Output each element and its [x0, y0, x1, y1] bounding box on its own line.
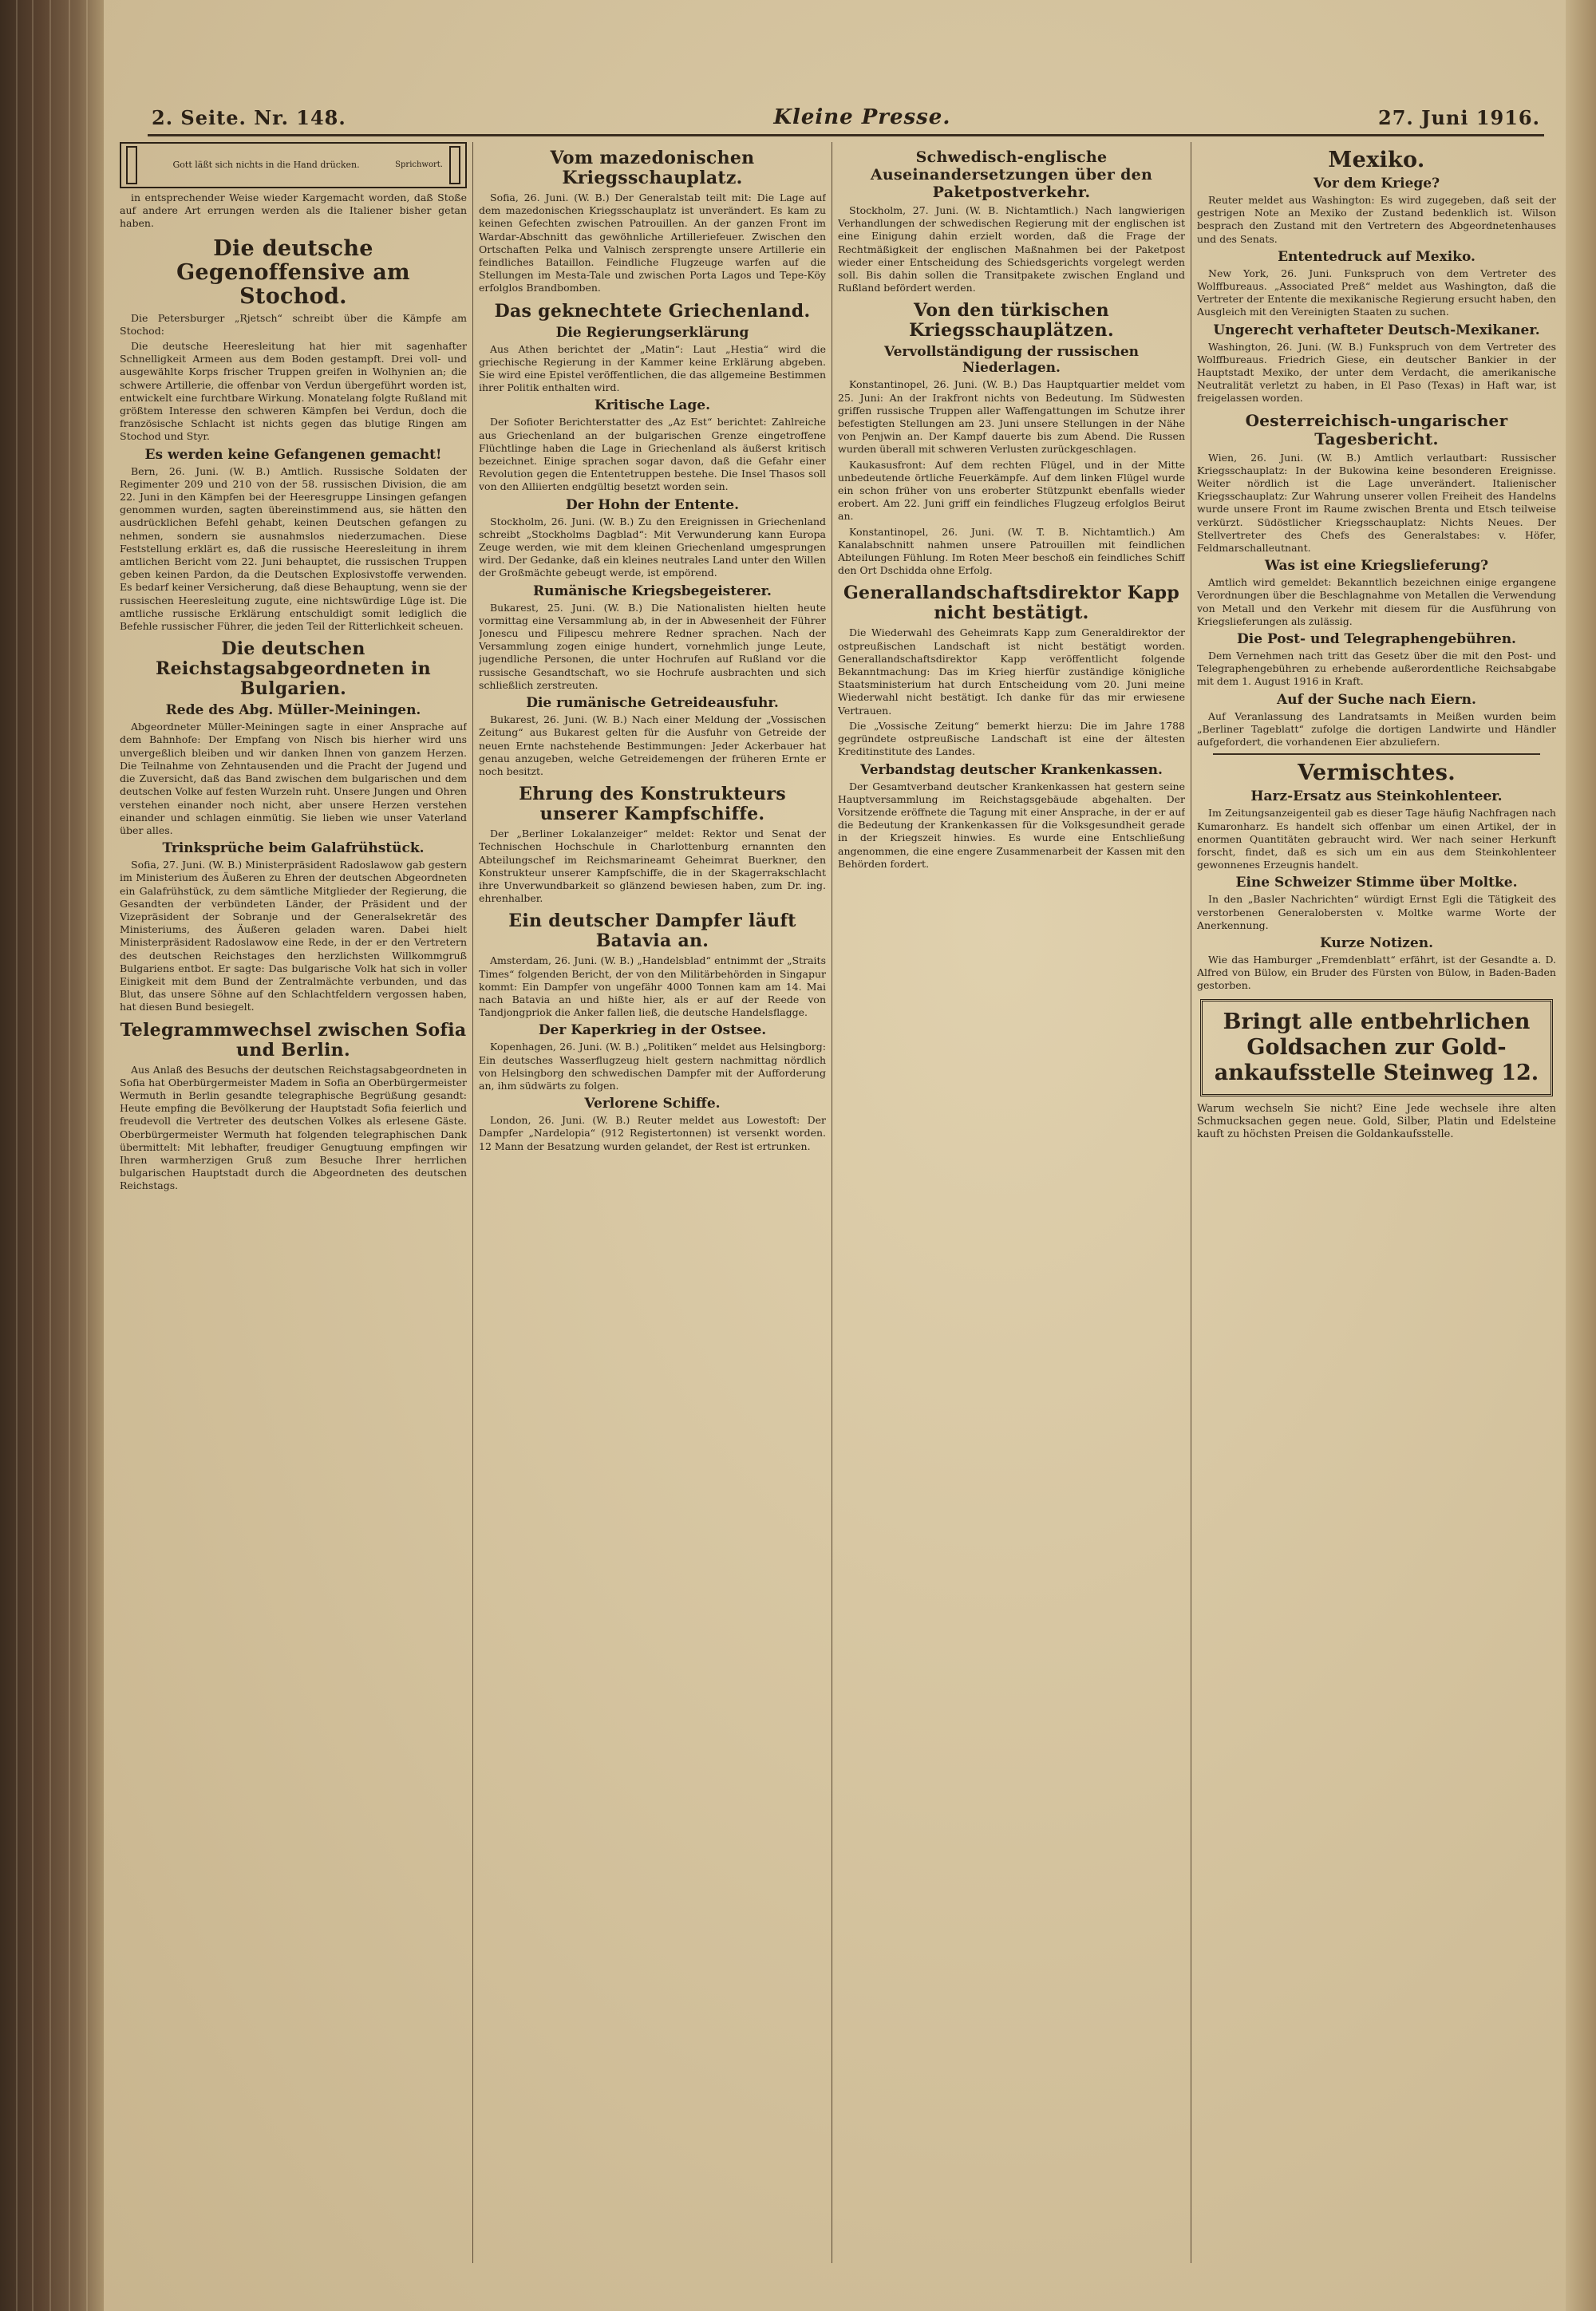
column-3: [838, 142, 1185, 2267]
article-paragraph: Konstantinopel, 26. Juni. (W. B.) Das Hauptquartier meldet vom 25. Juni: An der Irakfront nichts von Bedeutung. Im Südwesten griffen russische Truppen aller Waffengattungen im Schutze ihrer befestigten Stellungen am 23. Juni unsere Stellungen in der Nähe von Penjwin an. Der Kampf dauerte bis zum Abend. Die Russen wurden überall mit schweren Verlusten zurückgeschlagen.: [838, 378, 1185, 456]
motto-text: Gott läßt sich nichts in die Hand drücken.: [172, 159, 360, 170]
newspaper-page: [104, 0, 1596, 2311]
headline-mexiko: Mexiko.: [1328, 148, 1425, 172]
headline-batavia: Ein deutscher Dampfer läuft Batavia an.: [508, 911, 796, 952]
headline-konstrukteur: Ehrung des Konstrukteurs unserer Kampfschiffe.: [519, 784, 786, 825]
subheadline: Kurze Notizen.: [1319, 934, 1434, 951]
header-rule: [148, 134, 1544, 136]
article-paragraph: Reuter meldet aus Washington: Es wird zugegeben, daß seit der gestrigen Note an Mexiko der Zustand bedenklich ist. Wilson besprach den Zustand mit den Vertretern des Abgeordnetenhauses und des Senats.: [1197, 194, 1556, 245]
ad-line: ankaufsstelle Steinweg 12.: [1214, 1060, 1539, 1085]
column-1: [120, 142, 467, 2267]
article-paragraph: Amsterdam, 26. Juni. (W. B.) „Handelsblad“ entnimmt der „Straits Times“ folgenden Bericht, der von den Militärbehörden in Singapur kommt: Ein Dampfer von ungefähr 4000 Tonnen kam am 14. Mai nach Batavia an und hißte hier, als er auf der Reede von Tandjongpriok die Anker fallen ließ, die deutsche Handelsflagge.: [479, 954, 826, 1019]
subheadline: Ungerecht verhafteter Deutsch-Mexikaner.: [1213, 322, 1540, 338]
issue-date: 27. Juni 1916.: [1378, 105, 1540, 129]
headline-vermischtes: Vermischtes.: [1298, 760, 1456, 786]
subheadline: Verbandstag deutscher Krankenkassen.: [860, 761, 1163, 778]
intro-paragraph: in entsprechender Weise wieder Kargemacht worden, daß Stoße auf andere Art errungen werden als die Italiener bisher getan haben.: [120, 192, 467, 230]
subheadline: Verlorene Schiffe.: [584, 1096, 721, 1112]
ad-line: Goldsachen zur Gold-: [1246, 1034, 1507, 1060]
article-paragraph: Washington, 26. Juni. (W. B.) Funkspruch von dem Vertreter des Wolffbureaus. Friedrich Giese, ein deutscher Bankier in der Hauptstadt Mexiko, der unter dem Verdacht, die amerikanische Neutralität verletzt zu haben, in El Paso (Texas) in Haft war, ist freigelassen worden.: [1197, 340, 1556, 405]
headline-griechenland: Das geknechtete Griechenland.: [494, 300, 811, 322]
page-edge: [1566, 0, 1596, 2311]
motto-box: [120, 142, 467, 188]
subheadline: Was ist eine Kriegslieferung?: [1264, 558, 1489, 575]
article-paragraph: Die Wiederwahl des Geheimrats Kapp zum Generaldirektor der ostpreußischen Landschaft ist nicht bestätigt worden. Generallandschaftsdirektor Kapp veröffentlicht folgende Bekanntmachung: Das im Krieg hierfür zuständige königliche Staatsministerium hat durch Entscheidung vom 20. Juni meine Wiederwahl nicht bestätigt. Ich danke für das mir erwiesene Vertrauen.: [838, 626, 1185, 717]
article-paragraph: Amtlich wird gemeldet: Bekanntlich bezeichnen einige ergangene Verordnungen über die Beschlagnahme von Metallen die Verwendung von Metall und den Verkehr mit diesem für die Ausführung von Kriegslieferungen als zulässig.: [1197, 576, 1556, 627]
article-paragraph: Sofia, 26. Juni. (W. B.) Der Generalstab teilt mit: Die Lage auf dem mazedonischen Kriegsschauplatz ist unverändert. Es kam zu keinen Gefechten zwischen Patrouillen. An der ganzen Front im Wardar-Abschnitt das gewöhnliche Artilleriefeuer. Zwischen den Ortschaften Pelka und Valnisch zersprengte unsere Artillerie ein feindliches Bataillon. Feindliche Flugzeuge warfen auf die Stellungen im Mesta-Tale und zwischen Porta Lagos und Tepe-Köy erfolglos Brandbomben.: [479, 192, 826, 294]
article-paragraph: Der „Berliner Lokalanzeiger“ meldet: Rektor und Senat der Technischen Hochschule in Charlottenburg ernannten den Abteilungschef im Reichsmarineamt Geheimrat Buerkner, den Konstrukteur unserer Kampfschiffe, die in der Skagerrakschlacht ihre Unverwundbarkeit so glänzend bewiesen haben, zum Dr. ing. ehrenhalber.: [479, 828, 826, 905]
article-paragraph: Der Gesamtverband deutscher Krankenkassen hat gestern seine Hauptversammlung im Reichstagsgebäude abgehalten. Der Vorsitzende eröffnete die Tagung mit einer Ansprache, in der er auf die Bedeutung der Krankenkassen für die Volksgesundheit gerade in der Kriegszeit hinwies. Es wurde eine Entschließung angenommen, die eine engere Zusammenarbeit der Kassen mit den Behörden fordert.: [838, 780, 1185, 870]
headline-paketpost: Schwedisch-englische Auseinandersetzungen über den Paketpostverkehr.: [870, 148, 1153, 201]
divider: [1213, 753, 1540, 755]
subheadline-trinksprueche: Trinksprüche beim Galafrühstück.: [162, 840, 425, 857]
article-paragraph: Im Zeitungsanzeigenteil gab es dieser Tage häufig Nachfragen nach Kumaronharz. Es handelt sich offenbar um einen Artikel, der in enormen Quantitäten gebraucht wird. Wer nach seiner Herkunft forscht, findet, daß es sich um ein aus dem Steinkohlenteer gewonnenes Erzeugnis handelt.: [1197, 807, 1556, 871]
article-paragraph: Die Petersburger „Rjetsch“ schreibt über die Kämpfe am Stochod:: [120, 311, 467, 337]
headline-gefangene: Es werden keine Gefangenen gemacht!: [144, 446, 442, 463]
article-paragraph: Dem Vernehmen nach tritt das Gesetz über die mit den Post- und Telegraphengebühren zu erhebende außerordentliche Reichsabgabe mit dem 1. August 1916 in Kraft.: [1197, 650, 1556, 688]
subheadline: Eine Schweizer Stimme über Moltke.: [1235, 875, 1518, 891]
article-paragraph: Aus Anlaß des Besuchs der deutschen Reichstagsabgeordneten in Sofia hat Oberbürgermeister Madem in Sofia an Oberbürgermeister Wermuth in Berlin gesandte telegraphische Begrüßung gesandt: Heute empfing die Bevölkerung der Hauptstadt Sofia feierlich und freudevoll die Vertreter des deutschen Volkes als erlesene Gäste. Oberbürgermeister Wermuth hat folgenden telegraphischen Dank übermittelt: Mit lebhafter, freudiger Genugtuung empfingen wir Ihren warmherzigen Gruß zum Besuche Ihrer herrlichen bulgarischen Hauptstadt durch die Abgeordneten des deutschen Reichstags.: [120, 1063, 467, 1192]
subheadline: Die Post- und Telegraphengebühren.: [1237, 631, 1516, 648]
article-paragraph: Die „Vossische Zeitung“ bemerkt hierzu: Die im Jahre 1788 gegründete ostpreußische Landschaft ist eine der ältesten Kreditinstitute des Landes.: [838, 719, 1185, 758]
article-paragraph: Kopenhagen, 26. Juni. (W. B.) „Politiken“ meldet aus Helsingborg: Ein deutsches Wasserflugzeug hielt gestern nachmittag nördlich von Helsingborg den schwedischen Dampfer mit der Aufforderung an, ihm südwärts zu folgen.: [479, 1041, 826, 1092]
column-2: [479, 142, 826, 2267]
subheadline: Der Kaperkrieg in der Ostsee.: [538, 1022, 767, 1039]
article-paragraph: Auf Veranlassung des Landratsamts in Meißen wurden beim „Berliner Tageblatt“ zufolge die dortigen Landwirte und Händler aufgefordert, die vorhandenen Eier abzuliefern.: [1197, 709, 1556, 749]
article-paragraph: Wie das Hamburger „Fremdenblatt“ erfährt, ist der Gesandte a. D. Alfred von Bülow, ein Bruder des Fürsten von Bülow, in Baden-Baden gestorben.: [1197, 953, 1556, 992]
book-binding: [0, 0, 104, 2311]
subheadline: Vor dem Kriege?: [1313, 176, 1440, 192]
headline-mazedonien: Vom mazedonischen Kriegsschauplatz.: [550, 148, 755, 188]
subheadline: Kritische Lage.: [594, 397, 711, 414]
subheadline: Vervollständigung der russischen Niederlagen.: [883, 344, 1140, 377]
page-header: [152, 102, 1540, 132]
article-paragraph: New York, 26. Juni. Funkspruch von dem Vertreter des Wolffbureaus. „Associated Preß“ meldet aus Washington, daß die Vertreter der Entente die mexikanische Regierung ersucht haben, den Ausgleich mit den Vereinigten Staaten zu suchen.: [1197, 267, 1556, 318]
subheadline: Der Hohn der Entente.: [566, 496, 739, 513]
subheadline: Harz-Ersatz aus Steinkohlenteer.: [1250, 788, 1503, 805]
page-number: 2. Seite. Nr. 148.: [152, 105, 346, 129]
headline-bulgarien: Die deutschen Reichstagsabgeordneten in Bulgarien.: [156, 638, 431, 700]
article-paragraph: London, 26. Juni. (W. B.) Reuter meldet aus Lowestoft: Der Dampfer „Nardelopia“ (912 Registertonnen) ist versenkt worden. 12 Mann der Besatzung wurden gelandet, der Rest ist ertrunken.: [479, 1114, 826, 1152]
motto-bar-left: [126, 146, 137, 184]
article-paragraph: Stockholm, 27. Juni. (W. B. Nichtamtlich.) Nach langwierigen Verhandlungen der schwedischen Regierung mit der englischen ist eine Einigung dahin erzielt worden, daß die Frage der Rechtmäßigkeit der englischen Maßnahmen bei der Paketpost wieder einer Entscheidung des Schiedsgerichts vorgelegt werden soll. Bis dahin sollen die Transitpakete zwischen England und Rußland befördert werden.: [838, 204, 1185, 294]
headline-kapp: Generallandschaftsdirektor Kapp nicht bestätigt.: [843, 583, 1180, 624]
gold-advertisement: [1200, 999, 1553, 1096]
article-paragraph: Stockholm, 26. Juni. (W. B.) Zu den Ereignissen in Griechenland schreibt „Stockholms Dagblad“: Mit Verwunderung kann Europa Zeuge werden, wie mit dem kleinen Griechenland umgesprungen wird. Der Gedanke, daß ein kleines neutrales Land unter den Willen der Großmächte gebeugt werde, ist empörend.: [479, 515, 826, 579]
headline-telegramm: Telegrammwechsel zwischen Sofia und Berlin.: [120, 1019, 467, 1061]
ad-line: Bringt alle entbehrlichen: [1223, 1009, 1531, 1034]
article-paragraph: Konstantinopel, 26. Juni. (W. T. B. Nichtamtlich.) Am Kanalabschnitt nahmen unsere Patrouillen mit feindlichen Abteilungen Fühlung. Im Roten Meer beschoß ein feindliches Schiff den Ort Dschidda ohne Erfolg.: [838, 525, 1185, 577]
subheadline: Auf der Suche nach Eiern.: [1277, 691, 1476, 708]
article-paragraph: Bukarest, 25. Juni. (W. B.) Die Nationalisten hielten heute vormittag eine Versammlung ab, in der in Abwesenheit der Führer Jonescu und Filipescu mehrere Redner sprachen. Nach der Versammlung zogen einige hundert, vornehmlich junge Leute, jugendliche Personen, die unter Hochrufen auf Rußland vor die russische Gesandtschaft, wo sie Hochrufe ausbrachten und sich schließlich zerstreuten.: [479, 601, 826, 691]
article-paragraph: Bern, 26. Juni. (W. B.) Amtlich. Russische Soldaten der Regimenter 209 und 210 von der 58. russischen Division, die am 22. Juni in den Kämpfen bei der Heeresgruppe Linsingen gefangen genommen wurden, sagten übereinstimmend aus, sie hätten den ausdrücklichen Befehl gehabt, keinen Deutschen gefangen zu nehmen, sondern sie ausnahmslos niederzumachen. Diese Feststellung erklärt es, daß die russische Heeresleitung in ihrem amtlichen Bericht vom 22. Juni behauptet, die russischen Truppen geben keinen Pardon, da die Deutschen Explosivstoffe verwenden. Es bedarf keiner Versicherung, daß diese Behauptung, wenn sie der russischen Heeresleitung zugute, eine nichtswürdige Lüge ist. Die amtliche russische Erklärung entschuldigt somit lediglich die Befehle russischer Führer, die jeden Teil der Ritterlichkeit scheuen.: [120, 464, 467, 633]
motto-bar-right: [449, 146, 460, 184]
article-paragraph: Wien, 26. Juni. (W. B.) Amtlich verlautbart: Russischer Kriegsschauplatz: In der Bukowina keine besonderen Ereignisse. Weiter nördlich ist die Lage unverändert. Italienischer Kriegsschauplatz: Zur Wahrung unserer vollen Freiheit des Handelns wurde unsere Front im Raume zwischen Brenta und Etsch teilweise verkürzt. Südöstlicher Kriegsschauplatz: Nichts Neues. Der Stellvertreter des Chefs des Generalstabes: v. Höfer, Feldmarschalleutnant.: [1197, 451, 1556, 555]
article-paragraph: Sofia, 27. Juni. (W. B.) Ministerpräsident Radoslawow gab gestern im Ministerium des Äußeren zu Ehren der deutschen Abgeordneten ein Galafrühstück, zu dem sämtliche Mitglieder der Regierung, die Gesandten der verbündeten Länder, der Präsident und der Vizepräsident der Sobranje und der Generalsekretär des Ministeriums, des Äußeren geladen waren. Dabei hielt Ministerpräsident Radoslawow eine Rede, in der er den Vertretern des deutschen Reichstages den herzlichsten Willkommgruß Bulgariens entbot. Er sagte: Das bulgarische Volk hat sich in voller Einigkeit mit dem Bund der Zentralmächte verbunden, und das Blut, das unsere Söhne auf den Schlachtfeldern vergossen haben, hat diesen Bund besiegelt.: [120, 859, 467, 1013]
ad-bottom-text: Warum wechseln Sie nicht? Eine Jede wechsele ihre alten Schmucksachen gegen neue. Gold, Silber, Platin und Edelsteine kauft zu höchsten Preisen die Goldankaufsstelle.: [1197, 1102, 1556, 1140]
subheadline: Die Regierungserklärung: [555, 324, 749, 341]
article-paragraph: Die deutsche Heeresleitung hat hier mit sagenhafter Schnelligkeit Armeen aus dem Boden gestampft. Drei voll- und ausgewählte Korps frischer Truppen greifen in Wolhynien an; die schwere Artillerie, die offenbar von Verdun übergeführt worden ist, entwickelt eine furchtbare Wirkung. Monatelang folgte Rußland mit größtem Interesse den schweren Kämpfen bei Verdun, doch die französische Schlacht ist nichts gegen das blutige Ringen am Stochod und Styr.: [120, 340, 467, 443]
column-4: [1197, 142, 1556, 2267]
subheadline-rede: Rede des Abg. Müller-Meiningen.: [165, 702, 421, 719]
article-paragraph: Abgeordneter Müller-Meiningen sagte in einer Ansprache auf dem Bahnhofe: Der Empfang von Nisch bis hierher wird uns unvergeßlich bleiben und wir danken Ihnen von ganzem Herzen. Die Teilnahme von Zehntausenden und die Pracht der Jugend und die Zuversicht, daß das Band zwischen dem bulgarischen und dem deutschen Volke auf festen Wurzeln ruht. Unsere Jungen und Ohren verstehen einander noch nicht, aber unsere Herzen verstehen einander und schlagen einmütig. Sie lieben wie unser Vaterland über alles.: [120, 721, 467, 836]
subheadline: Rumänische Kriegsbegeisterer.: [533, 583, 772, 599]
subheadline: Ententedruck auf Mexiko.: [1278, 248, 1476, 265]
article-paragraph: Der Sofioter Berichterstatter des „Az Est“ berichtet: Zahlreiche aus Griechenland an der bulgarischen Grenze eingetroffene Flüchtlinge haben die Lage in Griechenland als äußerst kritisch bezeichnet. Einige sprachen sogar davon, daß die Gefahr einer Revolution gegen die Ententetruppen bestehe. Die Insel Thasos soll von den Alliierten endgültig besetzt worden sein.: [479, 416, 826, 493]
subheadline: Die rumänische Getreideausfuhr.: [526, 695, 779, 712]
article-paragraph: Aus Athen berichtet der „Matin“: Laut „Hestia“ wird die griechische Regierung in der Kammer keine Erklärung abgeben. Sie wird eine Epistel veröffentlichen, die das allgemeine Bestimmen ihrer Politik enthalten wird.: [479, 342, 826, 394]
article-paragraph: In den „Basler Nachrichten“ würdigt Ernst Egli die Tätigkeit des verstorbenen Generalobersten v. Moltke warme Worte der Anerkennung.: [1197, 893, 1556, 931]
motto-author: Sprichwort.: [395, 160, 443, 169]
column-rule: [472, 142, 473, 2263]
article-paragraph: Kaukasusfront: Auf dem rechten Flügel, und in der Mitte unbedeutende örtliche Feuerkämpfe. Auf dem linken Flügel wurde ein schon früher von uns eroberter Stützpunkt ebenfalls wieder erobert. Am 22. Juni griff ein feindliches Flugzeug erfolglos Beirut an.: [838, 458, 1185, 523]
headline-tuerkei: Von den türkischen Kriegsschauplätzen.: [909, 300, 1114, 342]
masthead-title: Kleine Presse.: [773, 105, 951, 129]
headline-oesterreich: Oesterreichisch-ungarischer Tagesbericht.: [1245, 410, 1508, 448]
headline-stochod: Die deutsche Gegenoffensive am Stochod.: [176, 235, 410, 309]
article-paragraph: Bukarest, 26. Juni. (W. B.) Nach einer Meldung der „Vossischen Zeitung“ aus Bukarest gelten für die Ausfuhr von Getreide der neuen Ernte nachstehende Bestimmungen: Jeder Ackerbauer hat genau anzugeben, welche Getreidemengen der früheren Ernte er noch besitzt.: [479, 713, 826, 777]
